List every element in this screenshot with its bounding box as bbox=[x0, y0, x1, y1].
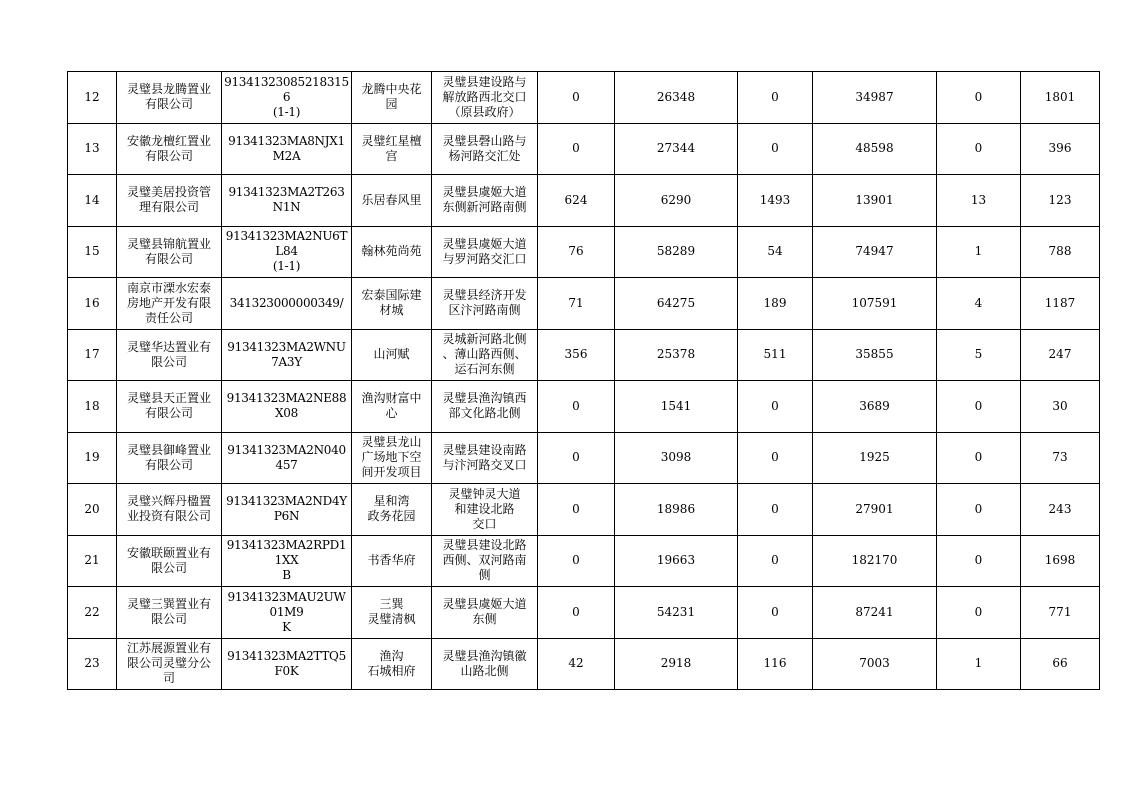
value-cell-5: 0 bbox=[937, 535, 1021, 587]
value-cell-4: 35855 bbox=[813, 329, 937, 381]
table-row bbox=[68, 587, 1100, 639]
company-name-cell: 南京市溧水宏泰 房地产开发有限 责任公司 bbox=[117, 278, 222, 330]
value-cell-4: 3689 bbox=[813, 381, 937, 433]
project-name-cell: 山河赋 bbox=[352, 329, 432, 381]
table-row bbox=[68, 484, 1100, 536]
value-cell-6: 1698 bbox=[1021, 535, 1100, 587]
value-cell-5: 5 bbox=[937, 329, 1021, 381]
project-name-cell: 三巽 灵璧清枫 bbox=[352, 587, 432, 639]
row-number-cell: 20 bbox=[68, 484, 117, 536]
location-cell: 灵璧县虞姬大道 东侧新河路南侧 bbox=[432, 175, 538, 227]
project-name-cell: 宏泰国际建 材城 bbox=[352, 278, 432, 330]
value-cell-6: 243 bbox=[1021, 484, 1100, 536]
value-cell-6: 1187 bbox=[1021, 278, 1100, 330]
location-cell: 灵璧县虞姬大道 与罗河路交汇口 bbox=[432, 226, 538, 278]
value-cell-6: 123 bbox=[1021, 175, 1100, 227]
value-cell-1: 71 bbox=[538, 278, 615, 330]
credit-code-cell: 341323000000349/ bbox=[222, 278, 352, 330]
project-name-cell: 翰林苑尚苑 bbox=[352, 226, 432, 278]
value-cell-6: 73 bbox=[1021, 432, 1100, 484]
value-cell-2: 25378 bbox=[615, 329, 738, 381]
value-cell-3: 116 bbox=[738, 638, 813, 690]
value-cell-3: 189 bbox=[738, 278, 813, 330]
table-row bbox=[68, 638, 1100, 690]
table-row bbox=[68, 381, 1100, 433]
value-cell-2: 6290 bbox=[615, 175, 738, 227]
project-name-cell: 星和湾 政务花园 bbox=[352, 484, 432, 536]
credit-code-cell: 91341323MAU2UW01M9 K bbox=[222, 587, 352, 639]
value-cell-4: 87241 bbox=[813, 587, 937, 639]
value-cell-5: 1 bbox=[937, 638, 1021, 690]
value-cell-6: 396 bbox=[1021, 123, 1100, 175]
company-name-cell: 灵璧县御峰置业 有限公司 bbox=[117, 432, 222, 484]
company-name-cell: 江苏展源置业有 限公司灵璧分公 司 bbox=[117, 638, 222, 690]
credit-code-cell: 91341323MA2RPD11XX B bbox=[222, 535, 352, 587]
row-number-cell: 19 bbox=[68, 432, 117, 484]
table-row bbox=[68, 175, 1100, 227]
value-cell-2: 1541 bbox=[615, 381, 738, 433]
value-cell-5: 13 bbox=[937, 175, 1021, 227]
value-cell-5: 0 bbox=[937, 123, 1021, 175]
table-row bbox=[68, 432, 1100, 484]
value-cell-2: 26348 bbox=[615, 72, 738, 124]
credit-code-cell: 91341323MA2TTQ5F0K bbox=[222, 638, 352, 690]
credit-code-cell: 91341323MA2N040457 bbox=[222, 432, 352, 484]
company-name-cell: 灵璧华达置业有 限公司 bbox=[117, 329, 222, 381]
value-cell-4: 34987 bbox=[813, 72, 937, 124]
value-cell-4: 7003 bbox=[813, 638, 937, 690]
location-cell: 灵璧县经济开发 区汴河路南侧 bbox=[432, 278, 538, 330]
project-name-cell: 灵璧县龙山 广场地下空 间开发项目 bbox=[352, 432, 432, 484]
credit-code-cell: 91341323MA2T263N1N bbox=[222, 175, 352, 227]
value-cell-2: 18986 bbox=[615, 484, 738, 536]
value-cell-5: 1 bbox=[937, 226, 1021, 278]
value-cell-1: 0 bbox=[538, 72, 615, 124]
value-cell-4: 13901 bbox=[813, 175, 937, 227]
value-cell-2: 27344 bbox=[615, 123, 738, 175]
row-number-cell: 23 bbox=[68, 638, 117, 690]
value-cell-3: 0 bbox=[738, 484, 813, 536]
company-name-cell: 灵璧县天正置业 有限公司 bbox=[117, 381, 222, 433]
value-cell-5: 4 bbox=[937, 278, 1021, 330]
value-cell-4: 74947 bbox=[813, 226, 937, 278]
value-cell-4: 107591 bbox=[813, 278, 937, 330]
value-cell-6: 66 bbox=[1021, 638, 1100, 690]
value-cell-2: 58289 bbox=[615, 226, 738, 278]
company-name-cell: 灵璧县龙腾置业 有限公司 bbox=[117, 72, 222, 124]
value-cell-5: 0 bbox=[937, 72, 1021, 124]
credit-code-cell: 91341323MA2ND4YP6N bbox=[222, 484, 352, 536]
location-cell: 灵璧县建设北路 西侧、双河路南 侧 bbox=[432, 535, 538, 587]
value-cell-6: 1801 bbox=[1021, 72, 1100, 124]
value-cell-2: 2918 bbox=[615, 638, 738, 690]
company-name-cell: 灵璧兴辉丹楹置 业投资有限公司 bbox=[117, 484, 222, 536]
value-cell-4: 48598 bbox=[813, 123, 937, 175]
credit-code-cell: 91341323MA2NU6TL84 (1-1) bbox=[222, 226, 352, 278]
value-cell-6: 247 bbox=[1021, 329, 1100, 381]
row-number-cell: 13 bbox=[68, 123, 117, 175]
project-name-cell: 渔沟 石城相府 bbox=[352, 638, 432, 690]
value-cell-1: 0 bbox=[538, 484, 615, 536]
value-cell-6: 30 bbox=[1021, 381, 1100, 433]
value-cell-3: 0 bbox=[738, 123, 813, 175]
company-name-cell: 灵璧三巽置业有 限公司 bbox=[117, 587, 222, 639]
value-cell-1: 0 bbox=[538, 432, 615, 484]
value-cell-1: 42 bbox=[538, 638, 615, 690]
company-name-cell: 安徽联颐置业有 限公司 bbox=[117, 535, 222, 587]
table-row bbox=[68, 226, 1100, 278]
project-name-cell: 灵璧红星檀 宫 bbox=[352, 123, 432, 175]
location-cell: 灵璧县渔沟镇徽 山路北侧 bbox=[432, 638, 538, 690]
credit-code-cell: 91341323MA2WNU7A3Y bbox=[222, 329, 352, 381]
value-cell-3: 0 bbox=[738, 535, 813, 587]
value-cell-5: 0 bbox=[937, 432, 1021, 484]
value-cell-6: 788 bbox=[1021, 226, 1100, 278]
value-cell-2: 64275 bbox=[615, 278, 738, 330]
value-cell-1: 0 bbox=[538, 587, 615, 639]
value-cell-2: 54231 bbox=[615, 587, 738, 639]
location-cell: 灵璧县渔沟镇西 部文化路北侧 bbox=[432, 381, 538, 433]
value-cell-3: 1493 bbox=[738, 175, 813, 227]
row-number-cell: 21 bbox=[68, 535, 117, 587]
value-cell-3: 0 bbox=[738, 587, 813, 639]
value-cell-2: 3098 bbox=[615, 432, 738, 484]
value-cell-5: 0 bbox=[937, 587, 1021, 639]
company-name-cell: 灵璧美居投资管 理有限公司 bbox=[117, 175, 222, 227]
row-number-cell: 15 bbox=[68, 226, 117, 278]
value-cell-6: 771 bbox=[1021, 587, 1100, 639]
value-cell-3: 0 bbox=[738, 432, 813, 484]
value-cell-1: 76 bbox=[538, 226, 615, 278]
project-name-cell: 渔沟财富中 心 bbox=[352, 381, 432, 433]
value-cell-4: 182170 bbox=[813, 535, 937, 587]
project-name-cell: 龙腾中央花 园 bbox=[352, 72, 432, 124]
row-number-cell: 12 bbox=[68, 72, 117, 124]
value-cell-1: 624 bbox=[538, 175, 615, 227]
location-cell: 灵璧县虞姬大道 东侧 bbox=[432, 587, 538, 639]
value-cell-3: 0 bbox=[738, 381, 813, 433]
value-cell-1: 0 bbox=[538, 535, 615, 587]
value-cell-3: 0 bbox=[738, 72, 813, 124]
row-number-cell: 18 bbox=[68, 381, 117, 433]
location-cell: 灵城新河路北侧 、薄山路西侧、 运石河东侧 bbox=[432, 329, 538, 381]
value-cell-3: 54 bbox=[738, 226, 813, 278]
table-row bbox=[68, 72, 1100, 124]
value-cell-1: 0 bbox=[538, 381, 615, 433]
value-cell-2: 19663 bbox=[615, 535, 738, 587]
project-name-cell: 书香华府 bbox=[352, 535, 432, 587]
table-row bbox=[68, 535, 1100, 587]
table-row bbox=[68, 278, 1100, 330]
table-row bbox=[68, 123, 1100, 175]
location-cell: 灵璧县建设路与 解放路西北交口 （原县政府） bbox=[432, 72, 538, 124]
company-name-cell: 灵璧县锦航置业 有限公司 bbox=[117, 226, 222, 278]
table-row bbox=[68, 329, 1100, 381]
row-number-cell: 14 bbox=[68, 175, 117, 227]
company-name-cell: 安徽龙檀红置业 有限公司 bbox=[117, 123, 222, 175]
value-cell-5: 0 bbox=[937, 484, 1021, 536]
location-cell: 灵璧县磬山路与 杨河路交汇处 bbox=[432, 123, 538, 175]
row-number-cell: 22 bbox=[68, 587, 117, 639]
credit-code-cell: 913413230852183156 (1-1) bbox=[222, 72, 352, 124]
project-name-cell: 乐居春风里 bbox=[352, 175, 432, 227]
credit-code-cell: 91341323MA8NJX1M2A bbox=[222, 123, 352, 175]
row-number-cell: 16 bbox=[68, 278, 117, 330]
location-cell: 灵璧钟灵大道 和建设北路 交口 bbox=[432, 484, 538, 536]
value-cell-4: 27901 bbox=[813, 484, 937, 536]
value-cell-5: 0 bbox=[937, 381, 1021, 433]
credit-code-cell: 91341323MA2NE88X08 bbox=[222, 381, 352, 433]
value-cell-3: 511 bbox=[738, 329, 813, 381]
row-number-cell: 17 bbox=[68, 329, 117, 381]
project-table bbox=[67, 71, 1100, 690]
value-cell-4: 1925 bbox=[813, 432, 937, 484]
location-cell: 灵璧县建设南路 与汴河路交叉口 bbox=[432, 432, 538, 484]
value-cell-1: 0 bbox=[538, 123, 615, 175]
value-cell-1: 356 bbox=[538, 329, 615, 381]
